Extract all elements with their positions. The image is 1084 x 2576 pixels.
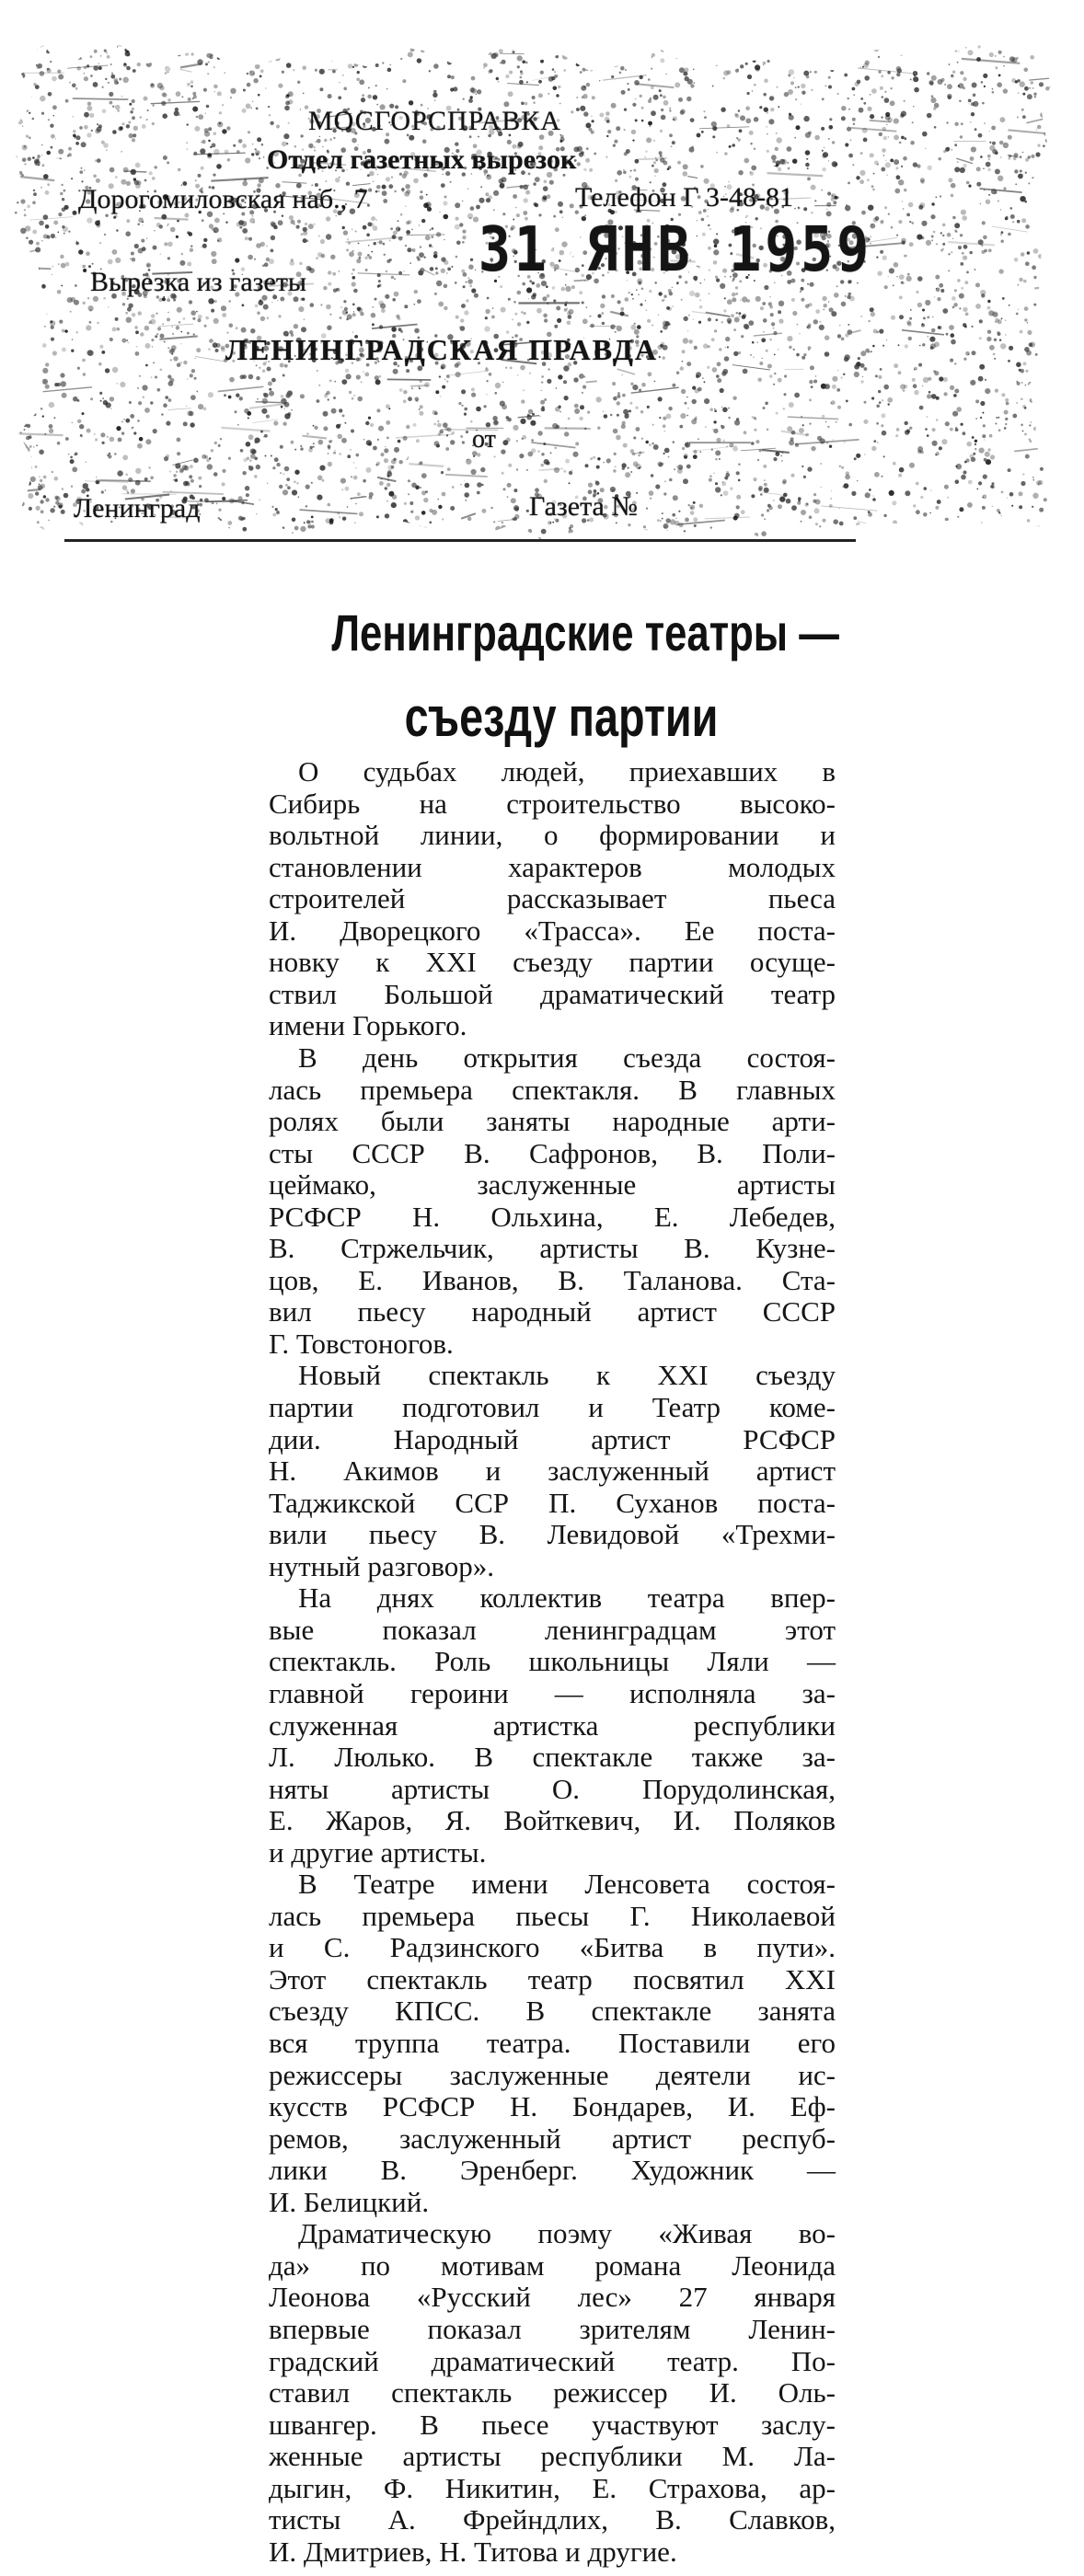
stamp-city: Ленинград <box>74 493 201 523</box>
article-line: кусств РСФСР Н. Бондарев, И. Еф- <box>269 2090 836 2123</box>
stamp-clipping-label: Вырезка из газеты <box>90 267 307 297</box>
article-line: и С. Радзинского «Битва в пути». <box>269 1931 836 1964</box>
article-line: тисты А. Фрейндлих, В. Славков, <box>269 2503 836 2536</box>
article-line: да» по мотивам романа Леонида <box>269 2248 836 2282</box>
article-line: вые показал ленинградцам этот <box>269 1613 836 1646</box>
article-line: ролях были заняты народные арти- <box>269 1105 836 1137</box>
article-line: сты СССР В. Сафронов, В. Поли- <box>269 1136 836 1169</box>
article-line: спектакль. Роль школьницы Ляли — <box>269 1645 836 1678</box>
article-line: женные артисты республики М. Ла- <box>269 2440 836 2473</box>
stamp-from-label: от <box>472 425 496 454</box>
article-line: Л. Люлько. В спектакле также за- <box>269 1741 836 1773</box>
stamp-bottom-rule <box>64 539 856 542</box>
article-line: режиссеры заслуженные деятели ис- <box>269 2058 836 2091</box>
article-line: нутный разговор». <box>269 1549 495 1582</box>
article-line: В Театре имени Ленсовета состоя- <box>298 1868 836 1901</box>
article-line: вил пьесу народный артист СССР <box>269 1295 836 1328</box>
article-line: Г. Товстоногов. <box>269 1327 454 1360</box>
clipping-stamp <box>0 0 1084 552</box>
article-line: И. Белицкий. <box>269 2185 430 2218</box>
article-line: ремов, заслуженный артист респуб- <box>269 2122 836 2155</box>
stamp-address: Дорогомиловская наб., 7 <box>78 184 368 214</box>
article-line: няты артисты О. Порудолинская, <box>269 1772 836 1805</box>
article-line: лики В. Эренберг. Художник — <box>269 2154 836 2187</box>
stamp-newspaper-name: ЛЕНИНГРАДСКАЯ ПРАВДА <box>225 333 659 366</box>
stamp-gazeta-number-label: Газета № <box>529 491 638 522</box>
stamp-phone: Телефон Г 3-48-81 <box>575 182 793 213</box>
article-line: партии подготовил и Театр коме- <box>269 1391 836 1423</box>
article-line: цеймако, заслуженные артисты <box>269 1168 836 1202</box>
article-line: имени Горького. <box>269 1009 467 1042</box>
article-line: лась премьера пьесы Г. Николаевой <box>269 1899 836 1932</box>
article-line: И. Дворецкого «Трасса». Ее поста- <box>269 914 836 947</box>
article-line: вольтной линии, о формировании и <box>269 819 836 852</box>
article-line: становлении характеров молодых <box>269 850 836 883</box>
article-line: служенная артистка республики <box>269 1708 836 1742</box>
article-line: вся труппа театра. Поставили его <box>269 2027 836 2059</box>
article-line: На днях коллектив театра впер- <box>298 1581 836 1615</box>
article-line: И. Дмитриев, Н. Титова и другие. <box>269 2535 677 2568</box>
article-line: и другие артисты. <box>269 1835 487 1869</box>
article-line: Сибирь на строительство высоко- <box>269 787 836 820</box>
article-line: В. Стржельчик, артисты В. Кузне- <box>269 1232 836 1265</box>
article-line: градский драматический театр. По- <box>269 2344 836 2377</box>
article-line: съезду КПСС. В спектакле занята <box>269 1995 836 2028</box>
article-line: Драматическую поэму «Живая во- <box>298 2217 836 2250</box>
stamp-organization: МОСГОРСПРАВКА <box>308 106 561 136</box>
article-line: дыгин, Ф. Никитин, Е. Страхова, ар- <box>269 2471 836 2504</box>
stamp-date: 31 ЯНВ 1959 <box>479 213 873 286</box>
article-line: главной героини — исполняла за- <box>269 1676 836 1709</box>
article-line: вили пьесу В. Левидовой «Трехми- <box>269 1518 836 1551</box>
article-line: ствил Большой драматический театр <box>269 977 836 1010</box>
article-headline-line2: съезду партии <box>404 686 719 748</box>
article-line: ставил спектакль режиссер И. Оль- <box>269 2376 836 2409</box>
article-line: РСФСР Н. Ольхина, Е. Лебедев, <box>269 1200 836 1233</box>
stamp-department: Отдел газетных вырезок <box>267 144 577 175</box>
article-line: Таджикской ССР П. Суханов поста- <box>269 1486 836 1519</box>
article-line: лась премьера спектакля. В главных <box>269 1073 836 1106</box>
article-line: Е. Жаров, Я. Войткевич, И. Поляков <box>269 1804 836 1837</box>
article-line: В день открытия съезда состоя- <box>298 1041 836 1074</box>
article-line: дии. Народный артист РСФСР <box>269 1422 836 1455</box>
article-line: строителей рассказывает пьеса <box>269 882 836 915</box>
article-line: Новый спектакль к XXI съезду <box>298 1359 836 1392</box>
article-line: впервые показал зрителям Ленин- <box>269 2312 836 2345</box>
article-line: Н. Акимов и заслуженный артист <box>269 1455 836 1488</box>
article-line: цов, Е. Иванов, В. Таланова. Ста- <box>269 1263 836 1296</box>
article-line: Этот спектакль театр посвятил XXI <box>269 1962 836 1995</box>
article-headline-line1: Ленинградские театры — <box>331 604 839 661</box>
article-line: О судьбах людей, приехавших в <box>298 755 836 788</box>
article-line: швангер. В пьесе участвуют заслу- <box>269 2408 836 2441</box>
article-line: Леонова «Русский лес» 27 января <box>269 2281 836 2314</box>
article-line: новку к XXI съезду партии осуще- <box>269 946 836 979</box>
